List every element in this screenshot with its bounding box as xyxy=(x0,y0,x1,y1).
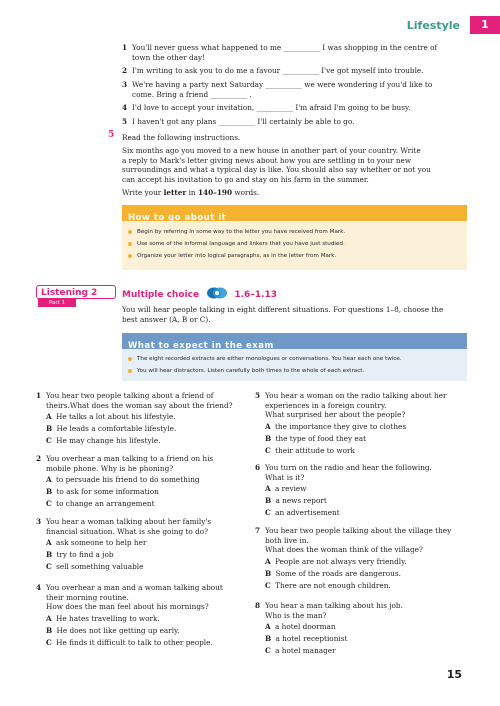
task-description-line: can accept his invitation to go and stay on his farm in the summer. xyxy=(122,174,369,184)
bullet-icon xyxy=(128,254,132,258)
bullet-icon xyxy=(128,369,132,373)
bullet-icon xyxy=(128,357,132,361)
answer-option-c[interactable]: C their attitude to work xyxy=(265,445,355,455)
answer-option-b[interactable]: B He does not like getting up early. xyxy=(46,625,180,635)
task-number: 5 xyxy=(108,130,115,140)
question-text: both live in. xyxy=(265,535,309,545)
question-1 xyxy=(36,391,251,448)
answer-option-c[interactable]: C He may change his lifestyle. xyxy=(46,436,161,446)
question-5 xyxy=(255,391,475,458)
tip-bullet: Use some of the informal language and linkers that you have just studied. xyxy=(128,240,458,248)
answer-option-a[interactable]: A a hotel doorman xyxy=(265,622,336,632)
answer-option-c[interactable]: C He finds it difficult to talk to other people. xyxy=(46,637,213,647)
sentence-text: I'd love to accept your invitation, __________ I'm afraid I'm going to be busy. xyxy=(132,103,411,112)
question-text: You hear a woman on the radio talking about her xyxy=(265,391,447,400)
task-type-title: Multiple choice 1.6–1.13 xyxy=(122,287,277,302)
exam-tip-bullet: You will hear distractors. Listen carefully both times to the whole of each extract. xyxy=(128,367,458,375)
question-text: Who is the man? xyxy=(265,610,327,620)
question-text: theirs.What does the woman say about the friend? xyxy=(46,400,233,410)
answer-option-b[interactable]: B He leads a comfortable lifestyle. xyxy=(46,424,177,434)
answer-option-b[interactable]: B the type of food they eat xyxy=(265,433,367,443)
question-number: 3 xyxy=(36,517,42,526)
sentence-number: 2 xyxy=(122,66,128,75)
sentence-text: I haven't got any plans __________ I'll certainly be able to go. xyxy=(132,117,355,126)
sentence-number: 5 xyxy=(122,117,128,126)
tip-bullet: Organize your letter into logical paragraphs, as in the letter from Mark. xyxy=(128,252,458,260)
question-text: What does the woman think of the village? xyxy=(265,545,423,555)
answer-option-a[interactable]: A People are not always very friendly. xyxy=(265,556,407,566)
unit-tab: 1 xyxy=(470,16,500,34)
question-text: You hear a man talking about his job. xyxy=(265,601,403,610)
task-description-line: surroundings and what a typical day is like. You should also say whether or not you xyxy=(122,165,431,175)
answer-option-b[interactable]: B to ask for some information xyxy=(46,487,159,497)
question-text: experiences in a foreign country. xyxy=(265,400,387,410)
sentence-number: 3 xyxy=(122,80,128,89)
sentence-text: come. Bring a friend __________ . xyxy=(132,89,252,99)
sentence-text: You'll never guess what happened to me __________ I was shopping in the centre of xyxy=(132,43,438,52)
question-text: You overhear a man and a woman talking about xyxy=(46,583,223,592)
sentence-4 xyxy=(122,103,457,113)
answer-option-b[interactable]: B a news report xyxy=(265,496,327,506)
section-title: Lifestyle xyxy=(406,19,460,32)
question-text: You hear two people talking about a friend of xyxy=(46,391,214,400)
exam-tips-header: What to expect in the exam xyxy=(122,333,467,349)
part-label: Part 1 xyxy=(38,299,76,307)
question-number: 2 xyxy=(36,454,42,463)
question-2 xyxy=(36,454,251,511)
sentence-1 xyxy=(122,43,457,62)
answer-option-c[interactable]: C an advertisement xyxy=(265,508,340,518)
listening-intro: You will hear people talking in eight different situations. For questions 1–8, choose the best answer (A, B or C). xyxy=(122,305,444,324)
question-4 xyxy=(36,583,251,650)
task-description-line: a reply to Mark's letter giving news about how you are settling in to your new xyxy=(122,155,412,165)
question-text: What is it? xyxy=(265,472,305,482)
question-text: their morning routine. xyxy=(46,592,129,602)
sentence-text: town the other day! xyxy=(132,52,206,62)
answer-option-a[interactable]: A the importance they give to clothes xyxy=(265,421,407,431)
answer-option-b[interactable]: B try to find a job xyxy=(46,550,114,560)
sentence-3 xyxy=(122,80,457,99)
sentence-5 xyxy=(122,117,457,127)
answer-option-a[interactable]: A a review xyxy=(265,484,307,494)
question-text: mobile phone. Why is he phoning? xyxy=(46,463,174,473)
sentence-text: I'm writing to ask you to do me a favour __________ I've got myself into trouble. xyxy=(132,66,424,75)
question-8 xyxy=(255,601,475,658)
question-number: 5 xyxy=(255,391,261,400)
sentence-2 xyxy=(122,66,457,76)
audio-icon[interactable] xyxy=(206,287,228,302)
question-text: You hear two people talking about the village they xyxy=(265,526,452,535)
answer-option-a[interactable]: A He talks a lot about his lifestyle. xyxy=(46,412,176,422)
answer-option-c[interactable]: C to change an arrangement xyxy=(46,499,155,509)
question-number: 8 xyxy=(255,601,261,610)
answer-option-a[interactable]: A He hates travelling to work. xyxy=(46,613,160,623)
page-number: 15 xyxy=(446,668,462,681)
question-text: How does the man feel about his mornings? xyxy=(46,602,209,612)
sentence-number: 1 xyxy=(122,43,128,52)
question-number: 7 xyxy=(255,526,261,535)
answer-option-c[interactable]: C sell something valuable xyxy=(46,562,144,572)
question-number: 6 xyxy=(255,463,261,472)
question-text: What surprised her about the people? xyxy=(265,410,406,420)
answer-option-b[interactable]: B a hotel receptionist xyxy=(265,634,348,644)
answer-option-a[interactable]: A ask someone to help her xyxy=(46,538,147,548)
sentence-text: We're having a party next Saturday __________ we were wondering if you'd like to xyxy=(132,80,433,89)
answer-option-b[interactable]: B Some of the roads are dangerous. xyxy=(265,568,401,578)
question-7 xyxy=(255,526,475,593)
question-text: You turn on the radio and hear the following. xyxy=(265,463,432,472)
question-3 xyxy=(36,517,251,574)
task-instruction: Read the following instructions. xyxy=(122,133,241,142)
tip-bullet: Begin by referring in some way to the letter you have received from Mark. xyxy=(128,228,458,236)
task-description xyxy=(122,146,467,184)
question-text: financial situation. What is she going to do? xyxy=(46,526,209,536)
answer-option-c[interactable]: C a hotel manager xyxy=(265,646,336,656)
bullet-icon xyxy=(128,230,132,234)
question-number: 4 xyxy=(36,583,42,592)
question-number: 1 xyxy=(36,391,42,400)
word-limit: Write your letter in 140–190 words. xyxy=(122,188,260,197)
answer-option-a[interactable]: A to persuade his friend to do something xyxy=(46,475,200,485)
tips-box-header: How to go about it xyxy=(122,205,467,221)
answer-option-c[interactable]: C There are not enough children. xyxy=(265,580,391,590)
exam-tip-bullet: The eight recorded extracts are either monologues or conversations. You hear each one twice. xyxy=(128,355,458,363)
listening-label: Listening 2 xyxy=(36,285,116,299)
sentence-number: 4 xyxy=(122,103,128,112)
task-description-line: Six months ago you moved to a new house in another part of your country. Write xyxy=(122,146,421,155)
bullet-icon xyxy=(128,242,132,246)
question-6 xyxy=(255,463,475,520)
question-text: You overhear a man talking to a friend on his xyxy=(46,454,214,463)
question-text: You hear a woman talking about her family's xyxy=(46,517,212,526)
